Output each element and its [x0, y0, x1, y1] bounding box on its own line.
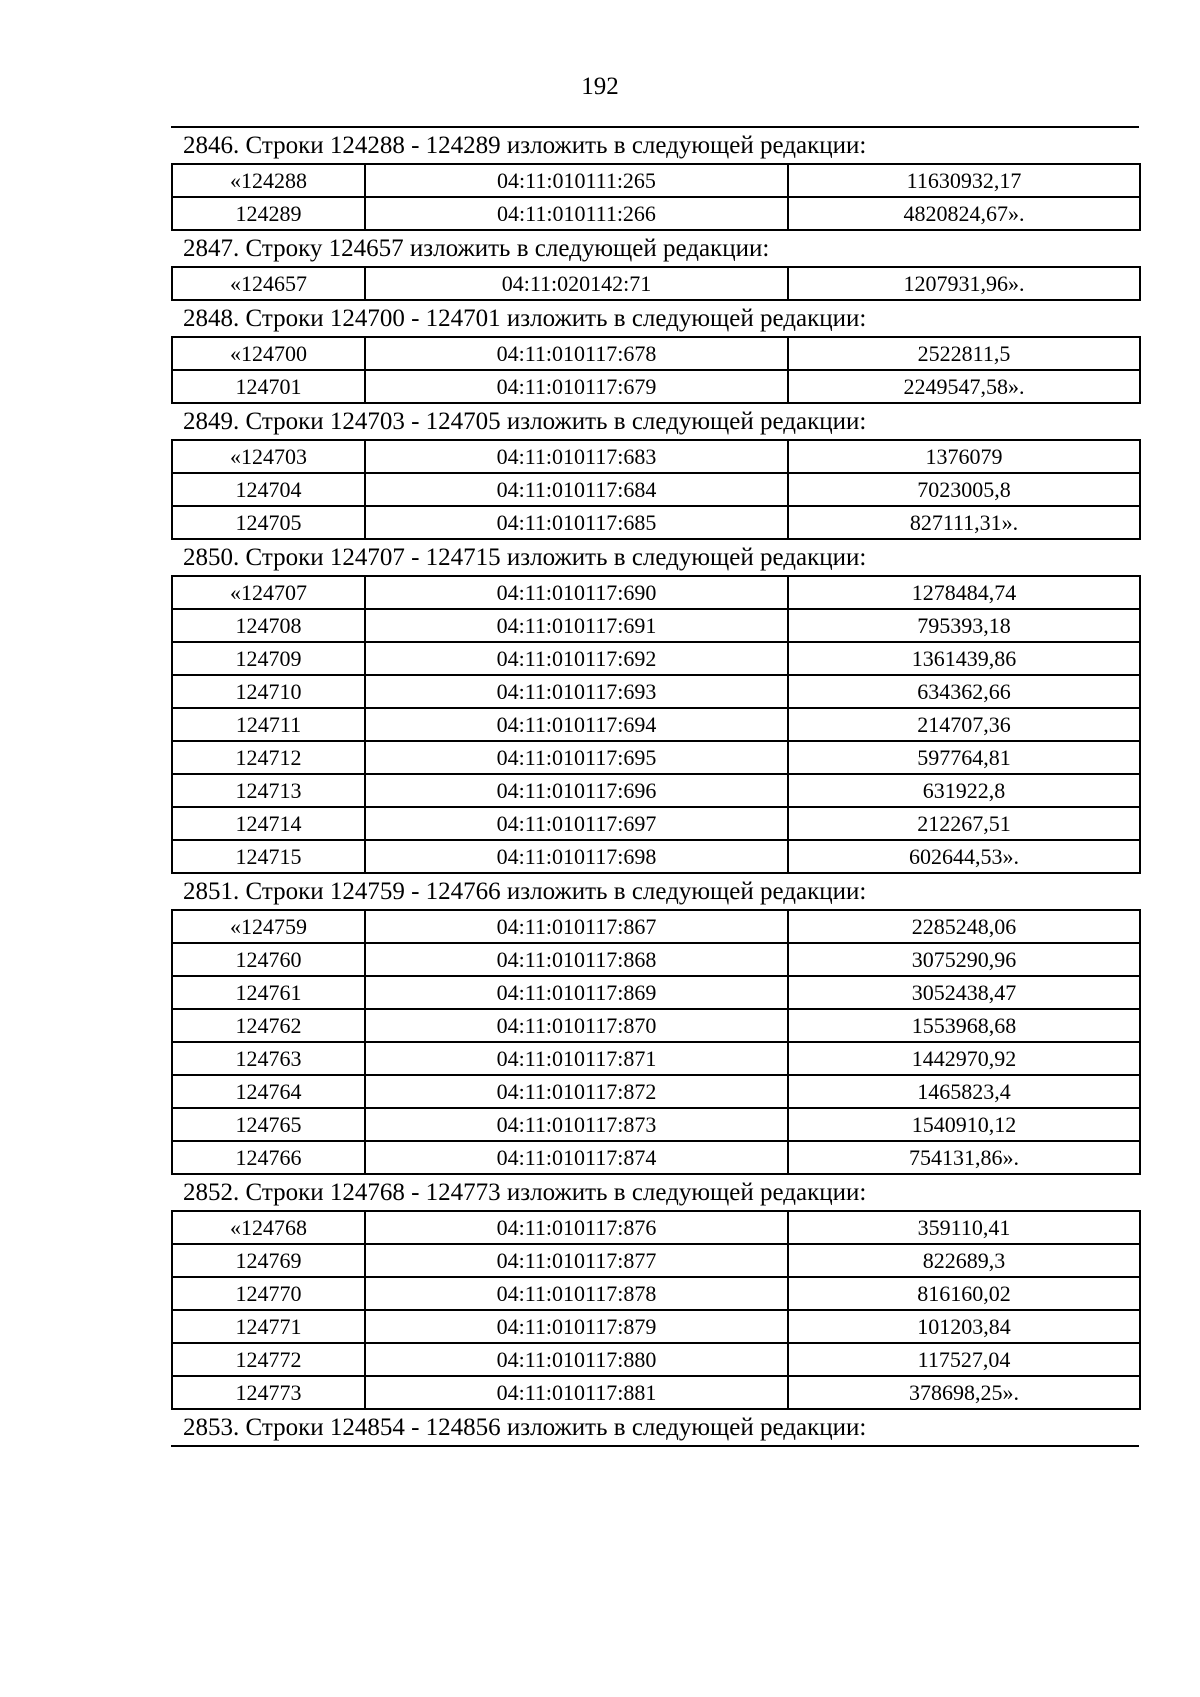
amendment-table: [171, 575, 1141, 874]
amendment-instruction: 2848. Строки 124700 - 124701 изложить в следующей редакции:: [183, 305, 867, 332]
bottom-rule: [171, 1445, 1139, 1447]
cadastral-number-cell: 04:11:010117:691: [365, 609, 788, 642]
row-number-cell: «124759: [172, 910, 365, 943]
row-number-cell: 124715: [172, 840, 365, 873]
cadastral-number-cell: 04:11:010117:693: [365, 675, 788, 708]
value-cell: 1207931,96».: [788, 267, 1140, 300]
value-cell: 1540910,12: [788, 1108, 1140, 1141]
row-number-cell: 124763: [172, 1042, 365, 1075]
value-cell: 2249547,58».: [788, 370, 1140, 403]
amendment-instruction: 2853. Строки 124854 - 124856 изложить в следующей редакции:: [183, 1414, 867, 1441]
document-body: [171, 126, 1139, 1447]
table-row: [172, 1343, 1140, 1376]
row-number-cell: «124703: [172, 440, 365, 473]
table-row: [172, 1310, 1140, 1343]
table-row: [172, 976, 1140, 1009]
value-cell: 3052438,47: [788, 976, 1140, 1009]
table-row: [172, 506, 1140, 539]
table-row: [172, 1244, 1140, 1277]
table-row: [172, 1277, 1140, 1310]
value-cell: 1361439,86: [788, 642, 1140, 675]
row-number-cell: 124773: [172, 1376, 365, 1409]
row-number-cell: 124289: [172, 197, 365, 230]
table-row: [172, 1141, 1140, 1174]
table-row: [172, 473, 1140, 506]
row-number-cell: 124761: [172, 976, 365, 1009]
amendment-table: [171, 336, 1141, 404]
table-row: [172, 337, 1140, 370]
value-cell: 117527,04: [788, 1343, 1140, 1376]
table-row: [172, 1211, 1140, 1244]
amendment-instruction: 2852. Строки 124768 - 124773 изложить в следующей редакции:: [183, 1179, 867, 1206]
amendment-table: [171, 909, 1141, 1175]
cadastral-number-cell: 04:11:010117:869: [365, 976, 788, 1009]
row-number-cell: 124710: [172, 675, 365, 708]
table-row: [172, 807, 1140, 840]
row-number-cell: 124770: [172, 1277, 365, 1310]
table-row: [172, 642, 1140, 675]
row-number-cell: 124708: [172, 609, 365, 642]
table-row: [172, 1042, 1140, 1075]
row-number-cell: 124701: [172, 370, 365, 403]
table-row: [172, 609, 1140, 642]
table-row: [172, 1075, 1140, 1108]
amendment-instruction: 2849. Строки 124703 - 124705 изложить в следующей редакции:: [183, 408, 867, 435]
value-cell: 378698,25».: [788, 1376, 1140, 1409]
amendment-table: [171, 266, 1141, 301]
value-cell: 3075290,96: [788, 943, 1140, 976]
row-number-cell: 124711: [172, 708, 365, 741]
cadastral-number-cell: 04:11:010117:690: [365, 576, 788, 609]
row-number-cell: 124769: [172, 1244, 365, 1277]
cadastral-number-cell: 04:11:010117:683: [365, 440, 788, 473]
cadastral-number-cell: 04:11:010117:695: [365, 741, 788, 774]
row-number-cell: 124772: [172, 1343, 365, 1376]
cadastral-number-cell: 04:11:020142:71: [365, 267, 788, 300]
cadastral-number-cell: 04:11:010117:697: [365, 807, 788, 840]
value-cell: 212267,51: [788, 807, 1140, 840]
table-row: [172, 1108, 1140, 1141]
cadastral-number-cell: 04:11:010117:879: [365, 1310, 788, 1343]
cadastral-number-cell: 04:11:010117:871: [365, 1042, 788, 1075]
cadastral-number-cell: 04:11:010117:880: [365, 1343, 788, 1376]
cadastral-number-cell: 04:11:010117:876: [365, 1211, 788, 1244]
table-row: [172, 675, 1140, 708]
cadastral-number-cell: 04:11:010117:878: [365, 1277, 788, 1310]
table-row: [172, 267, 1140, 300]
cadastral-number-cell: 04:11:010117:873: [365, 1108, 788, 1141]
value-cell: 2285248,06: [788, 910, 1140, 943]
cadastral-number-cell: 04:11:010117:698: [365, 840, 788, 873]
row-number-cell: 124704: [172, 473, 365, 506]
amendment-instruction: 2851. Строки 124759 - 124766 изложить в следующей редакции:: [183, 878, 867, 905]
value-cell: 1376079: [788, 440, 1140, 473]
value-cell: 359110,41: [788, 1211, 1140, 1244]
value-cell: 214707,36: [788, 708, 1140, 741]
page-number: 192: [581, 73, 619, 100]
row-number-cell: 124712: [172, 741, 365, 774]
value-cell: 101203,84: [788, 1310, 1140, 1343]
cadastral-number-cell: 04:11:010117:684: [365, 473, 788, 506]
cadastral-number-cell: 04:11:010117:877: [365, 1244, 788, 1277]
table-row: [172, 440, 1140, 473]
value-cell: 816160,02: [788, 1277, 1140, 1310]
row-number-cell: 124713: [172, 774, 365, 807]
value-cell: 795393,18: [788, 609, 1140, 642]
table-row: [172, 164, 1140, 197]
row-number-cell: 124709: [172, 642, 365, 675]
cadastral-number-cell: 04:11:010117:679: [365, 370, 788, 403]
value-cell: 754131,86».: [788, 1141, 1140, 1174]
value-cell: 1553968,68: [788, 1009, 1140, 1042]
cadastral-number-cell: 04:11:010117:867: [365, 910, 788, 943]
row-number-cell: «124768: [172, 1211, 365, 1244]
amendment-table: [171, 163, 1141, 231]
row-number-cell: «124657: [172, 267, 365, 300]
row-number-cell: «124700: [172, 337, 365, 370]
value-cell: 1278484,74: [788, 576, 1140, 609]
table-row: [172, 910, 1140, 943]
row-number-cell: 124771: [172, 1310, 365, 1343]
cadastral-number-cell: 04:11:010117:678: [365, 337, 788, 370]
table-row: [172, 741, 1140, 774]
value-cell: 7023005,8: [788, 473, 1140, 506]
value-cell: 1465823,4: [788, 1075, 1140, 1108]
value-cell: 827111,31».: [788, 506, 1140, 539]
cadastral-number-cell: 04:11:010117:694: [365, 708, 788, 741]
cadastral-number-cell: 04:11:010117:685: [365, 506, 788, 539]
cadastral-number-cell: 04:11:010111:265: [365, 164, 788, 197]
cadastral-number-cell: 04:11:010111:266: [365, 197, 788, 230]
amendment-table: [171, 1210, 1141, 1410]
amendment-instruction: 2850. Строки 124707 - 124715 изложить в следующей редакции:: [183, 544, 867, 571]
cadastral-number-cell: 04:11:010117:692: [365, 642, 788, 675]
value-cell: 631922,8: [788, 774, 1140, 807]
value-cell: 634362,66: [788, 675, 1140, 708]
cadastral-number-cell: 04:11:010117:870: [365, 1009, 788, 1042]
row-number-cell: 124766: [172, 1141, 365, 1174]
row-number-cell: «124707: [172, 576, 365, 609]
cadastral-number-cell: 04:11:010117:872: [365, 1075, 788, 1108]
value-cell: 11630932,17: [788, 164, 1140, 197]
row-number-cell: 124760: [172, 943, 365, 976]
amendment-table: [171, 439, 1141, 540]
row-number-cell: «124288: [172, 164, 365, 197]
table-row: [172, 197, 1140, 230]
row-number-cell: 124765: [172, 1108, 365, 1141]
table-row: [172, 840, 1140, 873]
row-number-cell: 124762: [172, 1009, 365, 1042]
row-number-cell: 124705: [172, 506, 365, 539]
value-cell: 602644,53».: [788, 840, 1140, 873]
amendment-instruction: 2847. Строку 124657 изложить в следующей редакции:: [183, 235, 770, 262]
value-cell: 4820824,67».: [788, 197, 1140, 230]
table-row: [172, 774, 1140, 807]
cadastral-number-cell: 04:11:010117:881: [365, 1376, 788, 1409]
value-cell: 2522811,5: [788, 337, 1140, 370]
amendment-instruction: 2846. Строки 124288 - 124289 изложить в следующей редакции:: [183, 132, 867, 159]
value-cell: 1442970,92: [788, 1042, 1140, 1075]
table-row: [172, 943, 1140, 976]
row-number-cell: 124764: [172, 1075, 365, 1108]
table-row: [172, 576, 1140, 609]
cadastral-number-cell: 04:11:010117:696: [365, 774, 788, 807]
cadastral-number-cell: 04:11:010117:874: [365, 1141, 788, 1174]
row-number-cell: 124714: [172, 807, 365, 840]
table-row: [172, 708, 1140, 741]
cadastral-number-cell: 04:11:010117:868: [365, 943, 788, 976]
table-row: [172, 1376, 1140, 1409]
value-cell: 597764,81: [788, 741, 1140, 774]
table-row: [172, 370, 1140, 403]
amendment-sections: [171, 128, 1139, 1445]
table-row: [172, 1009, 1140, 1042]
value-cell: 822689,3: [788, 1244, 1140, 1277]
